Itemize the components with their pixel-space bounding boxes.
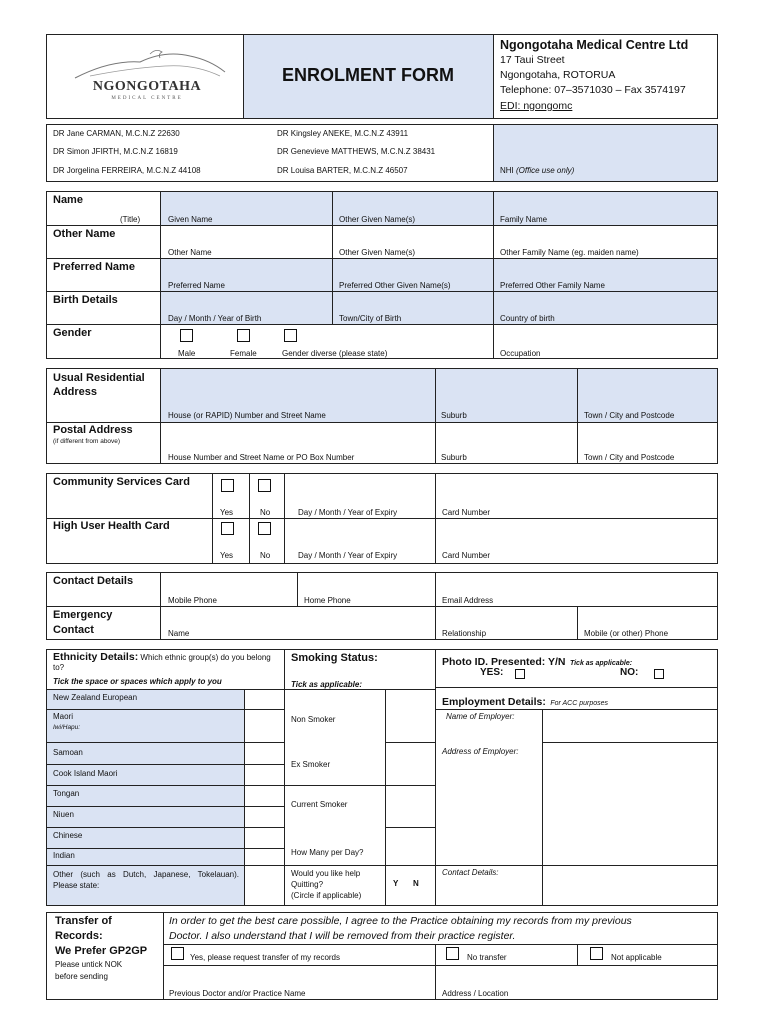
house-label: House (or RAPID) Number and Street Name: [168, 411, 326, 420]
postal-house-label: House Number and Street Name or PO Box Number: [168, 453, 355, 462]
ethnicity-header: [53, 652, 278, 673]
smoking-label: Smoking Status:: [291, 652, 378, 664]
family-name-label: Family Name: [500, 215, 548, 224]
postal-address-label: Postal Address: [53, 424, 133, 436]
practice-address2: Ngongotaha, ROTORUA: [500, 69, 616, 81]
current-smoker-label[interactable]: Current Smoker: [291, 800, 348, 809]
nhi-note: (Office use only): [516, 166, 575, 175]
csc-yes-checkbox[interactable]: [221, 479, 234, 492]
hu-no-label: No: [260, 551, 271, 560]
previous-address-label: Address / Location: [442, 989, 509, 998]
ethnicity-nz-european[interactable]: New Zealand European: [53, 693, 138, 702]
quit-no-option[interactable]: N: [413, 879, 419, 888]
nhi-label: NHI: [500, 166, 514, 175]
male-checkbox[interactable]: [180, 329, 193, 342]
quit-help-line2: Quitting?: [291, 880, 324, 889]
ethnicity-other[interactable]: Other (such as Dutch, Japanese, Tokelauan). Please state:: [53, 870, 239, 890]
csc-no-label: No: [260, 508, 271, 517]
birth-city-label: Town/City of Birth: [339, 314, 402, 323]
gp2gp-label: We Prefer GP2GP: [55, 945, 148, 957]
photo-id-label: Photo ID. Presented: Y/N: [442, 656, 566, 668]
other-given-names-label: Other Given Name(s): [339, 215, 416, 224]
ethnicity-cook-island-maori[interactable]: Cook Island Maori: [53, 769, 118, 778]
quit-yes-option[interactable]: Y: [393, 879, 399, 888]
not-applicable-checkbox[interactable]: [590, 947, 603, 960]
doctor-6: DR Louisa BARTER, M.C.N.Z 46507: [277, 166, 408, 175]
logo-sub: MEDICAL CENTRE: [111, 96, 183, 101]
photo-no-label: NO:: [620, 667, 639, 678]
emergency-contact-label: Emergency Contact: [53, 609, 113, 636]
mobile-label: Mobile Phone: [168, 596, 217, 605]
given-name-label: Given Name: [168, 215, 213, 224]
consent-line-2: Doctor. I also understand that I will be removed from their practice register.: [169, 930, 516, 942]
hu-number-label: Card Number: [442, 551, 491, 560]
form-title: ENROLMENT FORM: [282, 65, 454, 85]
csc-no-checkbox[interactable]: [258, 479, 271, 492]
transfer-label-2: Records:: [55, 930, 103, 942]
csc-label: Community Services Card: [53, 476, 190, 488]
practice-address1: 17 Taui Street: [500, 54, 565, 66]
employment-note: For ACC purposes: [550, 700, 609, 707]
employer-contact-label: Contact Details:: [442, 868, 499, 877]
preferred-other-given-label: Preferred Other Given Name(s): [339, 281, 451, 290]
quit-help-line1: Would you like help: [291, 869, 361, 878]
postal-note: (if different from above): [53, 438, 121, 445]
no-transfer-label: No transfer: [467, 953, 507, 962]
relationship-label: Relationship: [442, 629, 487, 638]
ethnicity-note: Which ethnic group(s) do you belong to?: [53, 653, 271, 672]
photo-no-checkbox[interactable]: [654, 669, 664, 679]
doctor-5: DR Genevieve MATTHEWS, M.C.N.Z 38431: [277, 147, 436, 156]
smoking-tick-note: Tick as applicable:: [291, 680, 362, 689]
ethnicity-tongan[interactable]: Tongan: [53, 789, 80, 798]
nhi-field[interactable]: [500, 166, 574, 175]
female-checkbox[interactable]: [237, 329, 250, 342]
previous-doctor-label: Previous Doctor and/or Practice Name: [169, 989, 306, 998]
mobile-other-label: Mobile (or other) Phone: [584, 629, 669, 638]
contact-details-label: Contact Details: [53, 575, 134, 587]
non-smoker-label[interactable]: Non Smoker: [291, 715, 336, 724]
untick-note-1: Please untick NOK: [55, 960, 123, 969]
csc-yes-label: Yes: [220, 508, 234, 517]
practice-name: Ngongotaha Medical Centre Ltd: [500, 38, 689, 52]
iwi-label: Iwi/Hapu:: [53, 724, 81, 731]
email-label: Email Address: [442, 596, 494, 605]
birth-details-label: Birth Details: [53, 294, 118, 306]
transfer-yes-label: Yes, please request transfer of my records: [190, 953, 340, 962]
quit-help-line3: (Circle if applicable): [291, 891, 362, 900]
occupation-label: Occupation: [500, 349, 541, 358]
employment-header: [442, 692, 608, 710]
photo-tick-note: Tick as applicable:: [569, 660, 633, 667]
name-label: Name: [53, 194, 83, 206]
hu-no-checkbox[interactable]: [258, 522, 271, 535]
hu-label: High User Health Card: [53, 520, 170, 532]
home-phone-label: Home Phone: [304, 596, 351, 605]
town-label: Town / City and Postcode: [584, 411, 675, 420]
postal-suburb-label: Suburb: [441, 453, 467, 462]
gender-diverse-label: Gender diverse (please state): [282, 349, 388, 358]
ethnicity-chinese[interactable]: Chinese: [53, 831, 83, 840]
suburb-label: Suburb: [441, 411, 467, 420]
doctor-4: DR Kingsley ANEKE, M.C.N.Z 43911: [277, 129, 409, 138]
employment-label: Employment Details:: [442, 696, 546, 708]
gender-label: Gender: [53, 327, 92, 339]
csc-number-label: Card Number: [442, 508, 491, 517]
ethnicity-label: Ethnicity Details:: [53, 651, 139, 663]
doctor-2: DR Simon JFIRTH, M.C.N.Z 16819: [53, 147, 178, 156]
usual-address-label: Usual Residential Address: [53, 372, 145, 398]
quit-help-label: [291, 868, 361, 901]
postal-town-label: Town / City and Postcode: [584, 453, 675, 462]
other-given-names2-label: Other Given Name(s): [339, 248, 416, 257]
ex-smoker-label[interactable]: Ex Smoker: [291, 760, 331, 769]
consent-line-1: In order to get the best care possible, I agree to the Practice obtaining my records from my previous: [169, 915, 632, 927]
csc-expiry-label: Day / Month / Year of Expiry: [298, 508, 398, 517]
doctor-3: DR Jorgelina FERREIRA, M.C.N.Z 44108: [53, 166, 201, 175]
photo-id-header: [442, 652, 632, 670]
untick-note-2: before sending: [55, 972, 108, 981]
preferred-name-section-label: Preferred Name: [53, 261, 135, 273]
dob-label: Day / Month / Year of Birth: [168, 314, 262, 323]
ethnicity-maori[interactable]: Maori: [53, 712, 74, 721]
ethnicity-samoan[interactable]: Samoan: [53, 748, 83, 757]
hu-yes-checkbox[interactable]: [221, 522, 234, 535]
employer-name-label: Name of Employer:: [446, 712, 515, 721]
logo-mountain-icon: [70, 42, 230, 82]
not-applicable-label: Not applicable: [611, 953, 662, 962]
hu-yes-label: Yes: [220, 551, 234, 560]
photo-yes-checkbox[interactable]: [515, 669, 525, 679]
photo-yes-label: YES:: [480, 667, 504, 678]
title-label: (Title): [120, 215, 141, 224]
preferred-name-label: Preferred Name: [168, 281, 225, 290]
birth-country-label: Country of birth: [500, 314, 555, 323]
ethnicity-indian[interactable]: Indian: [53, 851, 75, 860]
hu-expiry-label: Day / Month / Year of Expiry: [298, 551, 398, 560]
gender-diverse-checkbox[interactable]: [284, 329, 297, 342]
transfer-label-1: Transfer of: [55, 915, 112, 927]
name-row-bg[interactable]: [160, 192, 717, 225]
male-label: Male: [178, 349, 196, 358]
practice-phone: Telephone: 07–3571030 – Fax 3574197: [500, 84, 686, 96]
other-name-label: Other Name: [168, 248, 212, 257]
logo-name: NGONGOTAHA: [92, 79, 202, 94]
female-label: Female: [230, 349, 257, 358]
per-day-label: How Many per Day?: [291, 848, 364, 857]
other-family-name-label: Other Family Name (eg. maiden name): [500, 248, 639, 257]
preferred-other-family-label: Preferred Other Family Name: [500, 281, 605, 290]
ethnicity-tick-note: Tick the space or spaces which apply to you: [53, 677, 222, 686]
transfer-yes-checkbox[interactable]: [171, 947, 184, 960]
no-transfer-checkbox[interactable]: [446, 947, 459, 960]
other-name-section-label: Other Name: [53, 228, 116, 240]
emergency-name-label: Name: [168, 629, 190, 638]
doctor-1: DR Jane CARMAN, M.C.N.Z 22630: [53, 129, 180, 138]
practice-edi: EDI: ngongomc: [500, 100, 573, 112]
employer-address-label: Address of Employer:: [442, 747, 519, 756]
ethnicity-niuen[interactable]: Niuen: [53, 810, 74, 819]
